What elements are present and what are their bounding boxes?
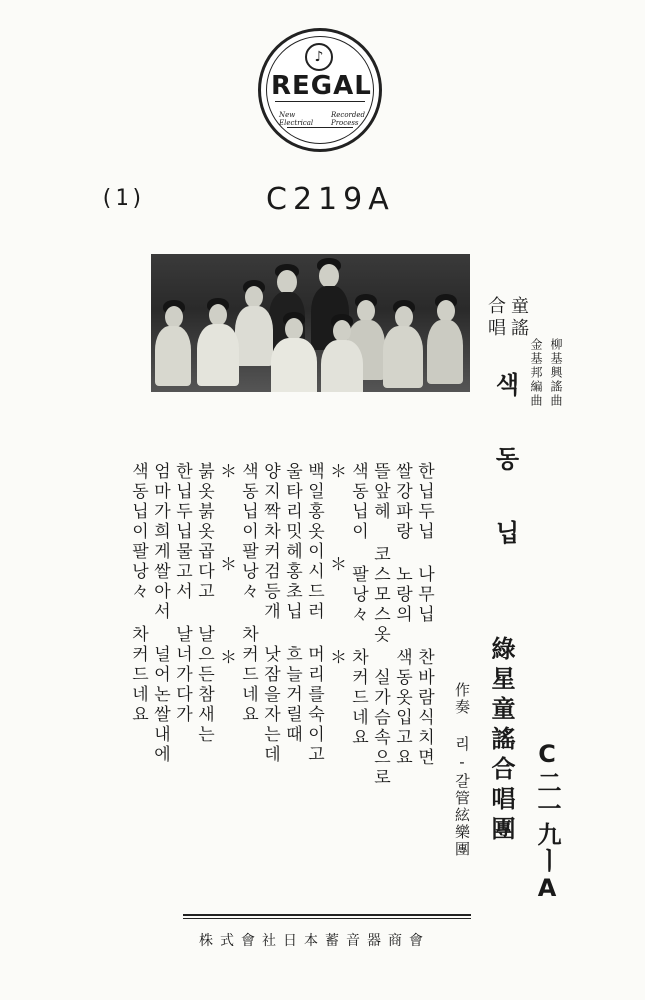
logo-rule-top xyxy=(275,101,365,102)
music-note-icon: ♪ xyxy=(305,43,333,71)
lyric-line: 울타리밋헤홍초닙 흐늘거릴때 xyxy=(282,462,302,745)
company-name: 株式會社日本蓄音器商會 xyxy=(199,933,430,949)
lyric-line: 색동닙이팔낭々 차커드네요 xyxy=(128,462,148,725)
lyric-line: 쌀강파랑 노랑의 색동옷입고요 xyxy=(392,462,412,768)
lyric-line: 한닙두닙 나무닙 찬바람식치면 xyxy=(414,462,434,768)
lyric-line: 한닙두닙물고서 날너가다가 xyxy=(172,462,192,725)
record-number: (1) xyxy=(100,186,146,211)
lyricist-credit: 柳基興謠曲 xyxy=(549,338,563,408)
logo-left-caption: New Electrical xyxy=(279,111,314,127)
lyric-line: 백일홍옷이시드러 머리를숙이고 xyxy=(304,462,324,765)
logo-rule-bottom xyxy=(287,127,353,128)
record-code: C219A xyxy=(266,182,395,217)
lyric-divider: ＊ ＊ ＊ xyxy=(326,462,346,693)
footer-rule xyxy=(183,918,471,919)
arranger-credit: 金基邦編曲 xyxy=(529,338,543,408)
song-title: 색동닙 xyxy=(491,372,519,594)
accompaniment-credit: 作奏 리-갈管絃樂團 xyxy=(453,682,471,858)
catalog-number-vertical: C二一九ㅣA xyxy=(533,740,561,904)
genre-label: 童謠 xyxy=(508,296,529,340)
lyric-divider: ＊ ＊ ＊ xyxy=(216,462,236,693)
lyric-line: 붉옷붉옷곱다고 날으든참새는 xyxy=(194,462,214,745)
performer-group: 綠星童謠合唱團 xyxy=(487,636,515,846)
logo-brand: REGAL xyxy=(271,71,372,101)
lyric-line: 뜰앞헤 코스모스옷 실가슴속으로 xyxy=(370,462,390,788)
footer-rule xyxy=(183,914,471,916)
logo-right-caption: Recorded Process xyxy=(331,111,365,127)
choir-group-photo xyxy=(151,254,470,392)
lyric-line: 색동닙이 팔낭々 차커드네요 xyxy=(348,462,368,748)
regal-logo xyxy=(258,28,382,152)
lyric-line: 엄마가희게쌀아서 널어논쌀내에 xyxy=(150,462,170,765)
lyric-line: 양지짝차커검등개 낫잠을자는데 xyxy=(260,462,280,765)
lyric-line: 색동닙이팔낭々 차커드네요 xyxy=(238,462,258,725)
genre-label: 合唱 xyxy=(485,296,506,340)
